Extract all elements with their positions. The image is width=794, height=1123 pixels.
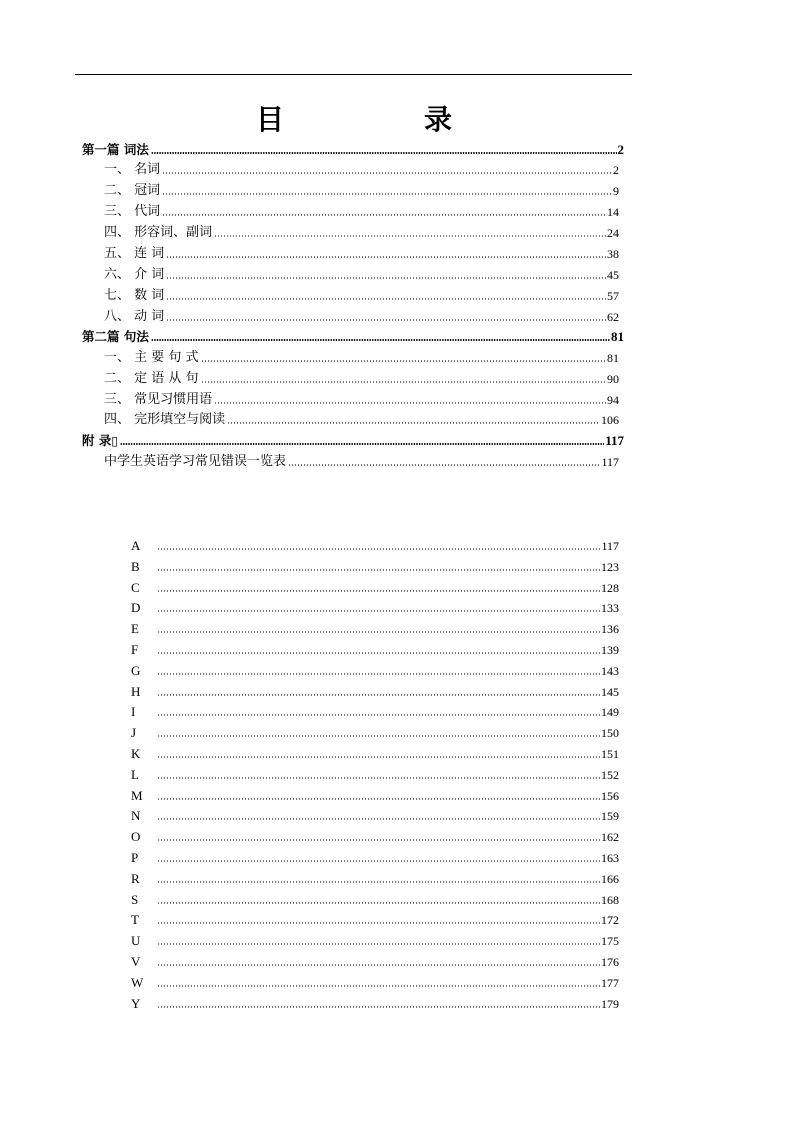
toc-entry-label: 七、 数 词 xyxy=(104,288,165,303)
toc-entry-label: R xyxy=(131,871,140,886)
dot-leader xyxy=(162,192,612,196)
dot-leader xyxy=(157,942,600,946)
toc-letter-entry[interactable] xyxy=(131,993,619,1013)
toc-entry-page-number: 106 xyxy=(601,413,619,427)
toc-entry-page-number: 117 xyxy=(605,433,624,448)
toc-entry-label: 八、 动 词 xyxy=(104,309,165,324)
toc-entry-page-number: 117 xyxy=(601,455,619,469)
dot-leader xyxy=(157,547,600,551)
toc-entry-page-number: 151 xyxy=(601,747,619,761)
toc-entry-page-number: 143 xyxy=(601,664,619,678)
dot-leader xyxy=(157,609,600,613)
toc-entry-page-number: 38 xyxy=(607,247,619,261)
toc-entry-page-number: 9 xyxy=(613,184,619,198)
toc-letter-entry[interactable] xyxy=(131,847,619,867)
toc-entry-page-number: 136 xyxy=(601,622,619,636)
toc-letter-entry[interactable] xyxy=(131,681,619,701)
toc-entry-label: D xyxy=(131,600,141,615)
toc-entry-label: T xyxy=(131,912,139,927)
toc-entry-page-number: 45 xyxy=(607,268,619,282)
toc-entry-page-number: 57 xyxy=(607,289,619,303)
toc-entry-label: 第二篇 句法 xyxy=(82,329,149,344)
dot-leader xyxy=(227,421,600,425)
toc-entry-page-number: 81 xyxy=(611,329,624,344)
toc-entry-label: 二、 定 语 从 句 xyxy=(104,371,199,386)
toc-appendix-entry[interactable] xyxy=(104,451,619,471)
toc-entry-label: J xyxy=(131,725,137,740)
toc-chapter-entry[interactable] xyxy=(104,285,619,305)
dot-leader xyxy=(288,463,600,467)
dot-leader xyxy=(201,359,606,363)
toc-entry-label: H xyxy=(131,684,141,699)
toc-letter-entry[interactable] xyxy=(131,909,619,929)
dot-leader xyxy=(157,817,600,821)
toc-chapter-entry[interactable] xyxy=(104,243,619,263)
toc-entry-page-number: 163 xyxy=(601,851,619,865)
toc-chapter-entry[interactable] xyxy=(104,409,619,429)
toc-chapter-entry[interactable] xyxy=(104,306,619,326)
toc-entry-page-number: 179 xyxy=(601,997,619,1011)
toc-letter-entry[interactable] xyxy=(131,743,619,763)
toc-letter-entry[interactable] xyxy=(131,577,619,597)
toc-part-heading[interactable] xyxy=(82,326,624,346)
toc-entry-label: I xyxy=(131,704,136,719)
toc-letter-entry[interactable] xyxy=(131,618,619,638)
toc-entry-page-number: 90 xyxy=(607,372,619,386)
toc-entry-page-number: 166 xyxy=(601,872,619,886)
toc-entry-page-number: 24 xyxy=(607,226,619,240)
toc-letter-entry[interactable] xyxy=(131,930,619,950)
toc-chapter-entry[interactable] xyxy=(104,368,619,388)
toc-entry-page-number: 175 xyxy=(601,934,619,948)
dot-leader xyxy=(157,672,600,676)
toc-entry-label: 二、 冠词 xyxy=(104,183,161,198)
dot-leader xyxy=(157,797,600,801)
toc-entry-label: Y xyxy=(131,996,141,1011)
dot-leader xyxy=(157,984,600,988)
dot-leader xyxy=(166,318,606,322)
toc-entry-label: U xyxy=(131,933,141,948)
dot-leader xyxy=(151,338,610,342)
toc-entry-label: C xyxy=(131,580,140,595)
toc-entry-label: A xyxy=(131,538,141,553)
toc-letter-entry[interactable] xyxy=(131,764,619,784)
dot-leader xyxy=(157,589,600,593)
toc-letter-entry[interactable] xyxy=(131,805,619,825)
dot-leader xyxy=(201,380,606,384)
toc-entry-label: G xyxy=(131,663,141,678)
dot-leader xyxy=(166,276,606,280)
toc-entry-page-number: 117 xyxy=(601,539,619,553)
toc-letter-entry[interactable] xyxy=(131,951,619,971)
dot-leader xyxy=(157,963,600,967)
toc-entry-page-number: 62 xyxy=(607,310,619,324)
dot-leader xyxy=(151,151,617,155)
header-rule xyxy=(75,74,632,75)
toc-entry-label: 三、 代词 xyxy=(104,204,161,219)
toc-entry-page-number: 176 xyxy=(601,955,619,969)
toc-entry-page-number: 168 xyxy=(601,893,619,907)
toc-entry-label: B xyxy=(131,559,140,574)
dot-leader xyxy=(157,859,600,863)
toc-entry-page-number: 156 xyxy=(601,789,619,803)
toc-chapter-entry[interactable] xyxy=(104,180,619,200)
toc-entry-label: V xyxy=(131,954,141,969)
toc-entry-label: F xyxy=(131,642,139,657)
toc-entry-page-number: 139 xyxy=(601,643,619,657)
toc-entry-page-number: 162 xyxy=(601,830,619,844)
toc-chapter-entry[interactable] xyxy=(104,201,619,221)
toc-entry-label: E xyxy=(131,621,139,636)
toc-letter-entry[interactable] xyxy=(131,701,619,721)
toc-entry-label: 四、 形容词、副词 xyxy=(104,225,213,240)
dot-leader xyxy=(157,651,600,655)
toc-entry-page-number: 177 xyxy=(601,976,619,990)
toc-entry-page-number: 94 xyxy=(607,393,619,407)
dot-leader xyxy=(166,297,606,301)
toc-entry-label: 一、 主 要 句 式 xyxy=(104,350,199,365)
toc-letter-entry[interactable] xyxy=(131,722,619,742)
toc-entry-label: N xyxy=(131,808,141,823)
toc-entry-label: 六、 介 词 xyxy=(104,267,165,282)
dot-leader xyxy=(157,568,600,572)
page-title: 目 录 xyxy=(255,103,508,136)
toc-entry-label: K xyxy=(131,746,141,761)
toc-appendix-heading[interactable] xyxy=(82,430,624,450)
toc-chapter-entry[interactable] xyxy=(104,222,619,242)
dot-leader xyxy=(162,213,606,217)
dot-leader xyxy=(157,693,600,697)
dot-leader xyxy=(157,1005,600,1009)
toc-letter-entry[interactable] xyxy=(131,535,619,555)
toc-entry-label: 三、 常见习惯用语 xyxy=(104,392,213,407)
toc-letter-entry[interactable] xyxy=(131,868,619,888)
toc-entry-label: M xyxy=(131,788,143,803)
toc-entry-label: 五、 连 词 xyxy=(104,246,165,261)
toc-chapter-entry[interactable] xyxy=(104,389,619,409)
toc-letter-entry[interactable] xyxy=(131,639,619,659)
toc-entry-label: 附 录▯ xyxy=(82,433,119,448)
dot-leader xyxy=(157,838,600,842)
toc-chapter-entry[interactable] xyxy=(104,264,619,284)
dot-leader xyxy=(157,776,600,780)
toc-entry-label: O xyxy=(131,829,141,844)
toc-letter-entry[interactable] xyxy=(131,785,619,805)
toc-entry-label: P xyxy=(131,850,139,865)
toc-entry-page-number: 14 xyxy=(607,205,619,219)
toc-entry-page-number: 81 xyxy=(607,351,619,365)
toc-letter-entry[interactable] xyxy=(131,826,619,846)
dot-leader xyxy=(214,234,606,238)
dot-leader xyxy=(157,901,600,905)
toc-entry-page-number: 2 xyxy=(617,142,624,157)
toc-entry-page-number: 172 xyxy=(601,913,619,927)
toc-entry-page-number: 2 xyxy=(613,163,619,177)
dot-leader xyxy=(157,734,600,738)
toc-entry-page-number: 128 xyxy=(601,581,619,595)
dot-leader xyxy=(157,755,600,759)
dot-leader xyxy=(157,921,600,925)
toc-entry-label: W xyxy=(131,975,144,990)
toc-chapter-entry[interactable] xyxy=(104,159,619,179)
toc-entry-label: 第一篇 词法 xyxy=(82,142,149,157)
toc-part-heading[interactable] xyxy=(82,139,624,159)
toc-letter-entry[interactable] xyxy=(131,972,619,992)
toc-entry-page-number: 150 xyxy=(601,726,619,740)
dot-leader xyxy=(157,713,600,717)
toc-entry-page-number: 133 xyxy=(601,601,619,615)
dot-leader xyxy=(162,171,612,175)
dot-leader xyxy=(120,442,604,446)
toc-entry-label: 一、 名词 xyxy=(104,162,161,177)
toc-letter-entry[interactable] xyxy=(131,660,619,680)
toc-entry-page-number: 149 xyxy=(601,705,619,719)
toc-entry-label: L xyxy=(131,767,139,782)
toc-letter-entry[interactable] xyxy=(131,556,619,576)
toc-letter-entry[interactable] xyxy=(131,597,619,617)
toc-entry-page-number: 145 xyxy=(601,685,619,699)
toc-entry-label: 四、 完形填空与阅读 xyxy=(104,412,226,427)
dot-leader xyxy=(157,630,600,634)
toc-chapter-entry[interactable] xyxy=(104,347,619,367)
toc-letter-entry[interactable] xyxy=(131,889,619,909)
dot-leader xyxy=(157,880,600,884)
toc-entry-page-number: 152 xyxy=(601,768,619,782)
toc-entry-label: S xyxy=(131,892,139,907)
dot-leader xyxy=(214,401,606,405)
dot-leader xyxy=(166,255,606,259)
toc-entry-page-number: 159 xyxy=(601,809,619,823)
toc-entry-page-number: 123 xyxy=(601,560,619,574)
toc-entry-label: 中学生英语学习常见错误一览表 xyxy=(104,454,287,469)
